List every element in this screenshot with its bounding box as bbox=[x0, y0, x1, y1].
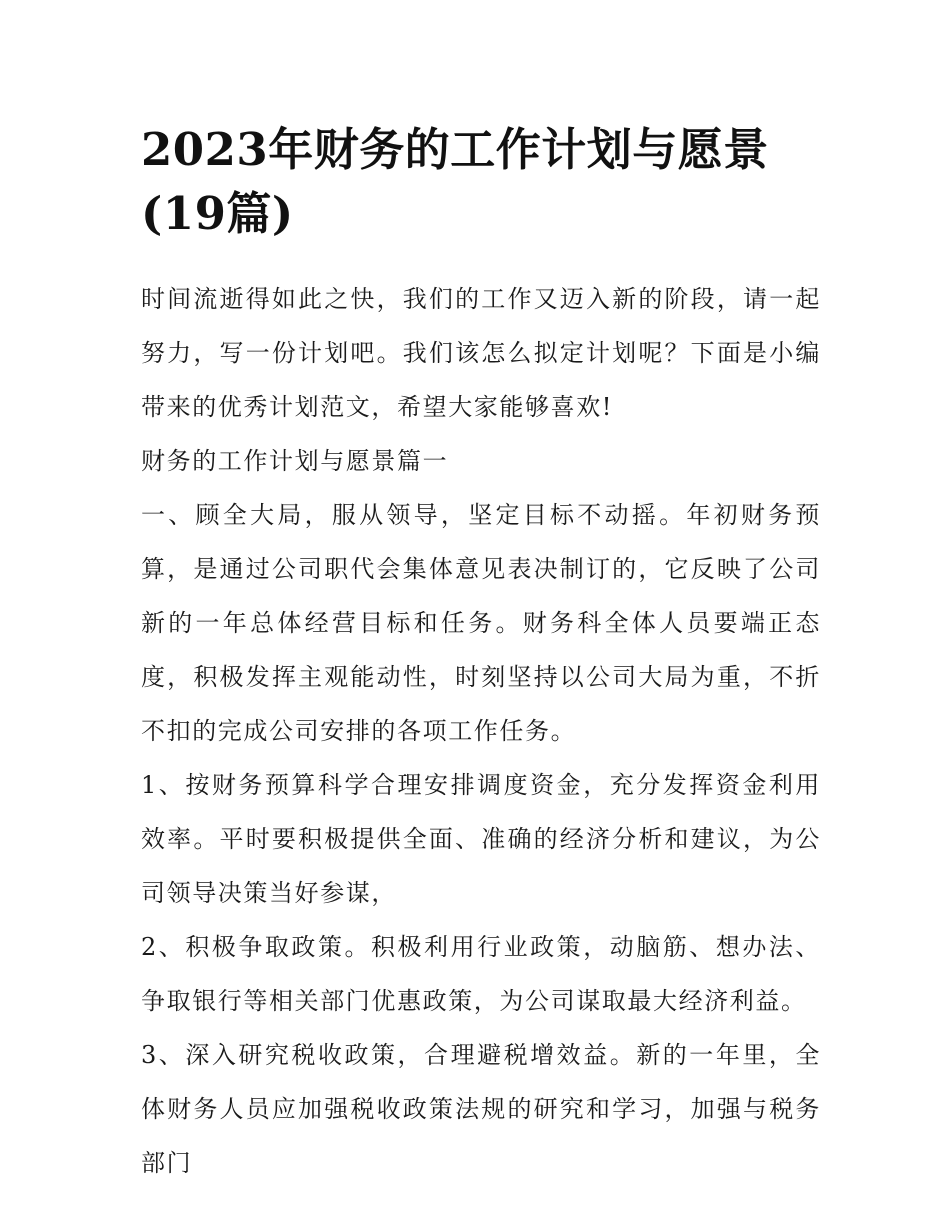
document-title bbox=[141, 118, 821, 246]
intro-paragraph: 时间流逝得如此之快，我们的工作又迈入新的阶段，请一起努力，写一份计划吧。我们该怎么拟定计划呢？下面是小编带来的优秀计划范文，希望大家能够喜欢! bbox=[141, 285, 821, 421]
paragraph-item-3: 3、深入研究税收政策，合理避税增效益。新的一年里，全体财务人员应加强税收政策法规的研究和学习，加强与税务部门 bbox=[141, 1041, 821, 1177]
title-line-1: 2023年财务的工作计划与愿景 bbox=[141, 123, 769, 176]
paragraph-item-1: 1、按财务预算科学合理安排调度资金，充分发挥资金利用效率。平时要积极提供全面、准确的经济分析和建议，为公司领导决策当好参谋， bbox=[141, 771, 821, 907]
paragraph-item-2: 2、积极争取政策。积极利用行业政策，动脑筋、想办法、争取银行等相关部门优惠政策，为公司谋取最大经济利益。 bbox=[141, 933, 821, 1015]
section-heading: 财务的工作计划与愿景篇一 bbox=[141, 447, 449, 475]
paragraph-principle-1: 一、顾全大局，服从领导，坚定目标不动摇。年初财务预算，是通过公司职代会集体意见表决制订的，它反映了公司新的一年总体经营目标和任务。财务科全体人员要端正态度，积极发挥主观能动性，时刻坚持以公司大局为重，不折不扣的完成公司安排的各项工作任务。 bbox=[141, 501, 821, 745]
document-body bbox=[141, 118, 821, 1190]
title-line-2: (19篇) bbox=[141, 187, 294, 240]
